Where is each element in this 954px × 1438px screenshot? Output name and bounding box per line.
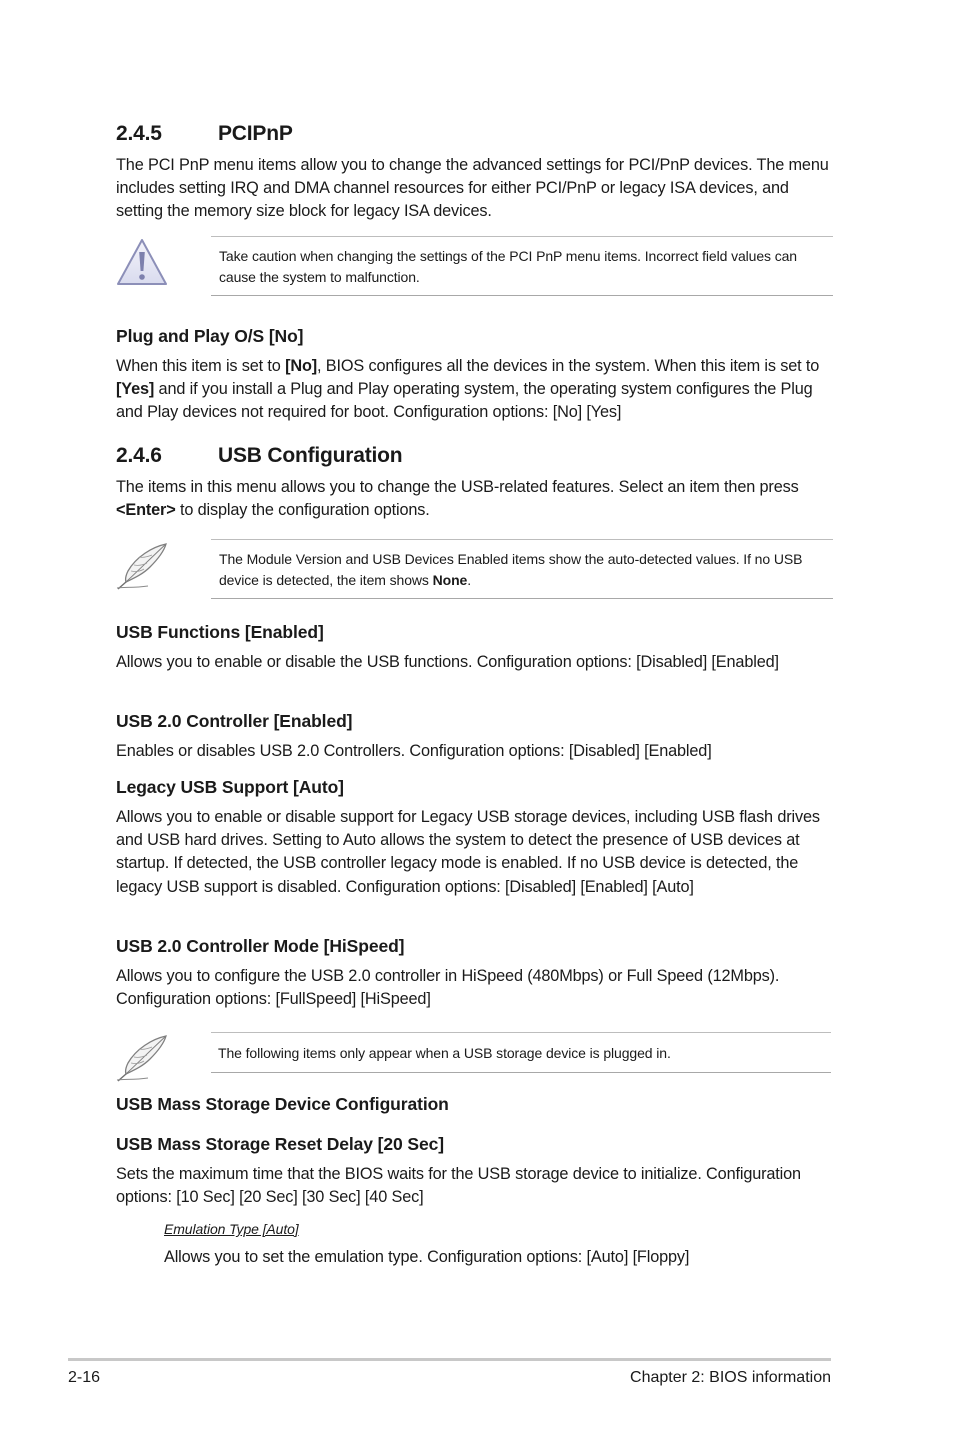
note1-text: The Module Version and USB Devices Enabled items show the auto-detected values. If no USB device is detected, the item shows None. xyxy=(219,551,803,588)
feather-quill-icon xyxy=(114,1033,170,1083)
section-heading-usb-configuration xyxy=(116,443,402,469)
page-number: 2-16 xyxy=(68,1369,101,1386)
heading-usb-functions: USB Functions [Enabled] xyxy=(116,622,324,642)
emulation-body: Allows you to set the emulation type. Configuration options: [Auto] [Floppy] xyxy=(164,1248,690,1266)
heading-usb20-mode: USB 2.0 Controller Mode [HiSpeed] xyxy=(116,936,405,956)
heading-reset-delay: USB Mass Storage Reset Delay [20 Sec] xyxy=(116,1134,444,1154)
chapter-title: Chapter 2: BIOS information xyxy=(630,1369,831,1386)
section-title: PCIPnP xyxy=(218,122,293,145)
usb20-mode-body: Allows you to configure the USB 2.0 controller in HiSpeed (480Mbps) or Full Speed (12Mbps). Configuration options: [FullSpeed] [HiSpeed] xyxy=(116,967,780,1009)
note1-bottom-rule xyxy=(211,598,833,599)
section-title: USB Configuration xyxy=(218,444,403,467)
warning-triangle-icon xyxy=(116,238,168,286)
caution-text: Take caution when changing the settings of the PCI PnP menu items. Incorrect field values can cause the system to malfunction. xyxy=(219,248,797,285)
usb-config-intro: The items in this menu allows you to change the USB-related features. Select an item then press <Enter> to display the configuration options. xyxy=(116,478,799,520)
heading-plug-and-play: Plug and Play O/S [No] xyxy=(116,326,304,346)
heading-usb20-controller: USB 2.0 Controller [Enabled] xyxy=(116,711,353,731)
usb-functions-body: Allows you to enable or disable the USB functions. Configuration options: [Disabled] [Enabled] xyxy=(116,653,779,671)
section-heading-pcipnp xyxy=(116,121,293,147)
reset-delay-body: Sets the maximum time that the BIOS waits for the USB storage device to initialize. Configuration options: [10 Sec] [20 Sec] [30 Sec] [40 Sec] xyxy=(116,1165,801,1207)
plug-and-play-body: When this item is set to [No], BIOS configures all the devices in the system. When this item is set to [Yes] and if you install a Plug and Play operating system, the operating system configures the Plug and Play devices not required for boot. Configuration options: [No] [Yes] xyxy=(116,357,820,422)
note2-bottom-rule xyxy=(211,1072,831,1073)
heading-emulation-type: Emulation Type [Auto] xyxy=(164,1221,299,1237)
usb20-controller-body: Enables or disables USB 2.0 Controllers. Configuration options: [Disabled] [Enabled] xyxy=(116,742,712,760)
section-number: 2.4.6 xyxy=(116,444,162,467)
caution-top-rule xyxy=(211,236,833,237)
section-number: 2.4.5 xyxy=(116,122,162,145)
note2-top-rule xyxy=(211,1032,831,1033)
legacy-usb-body: Allows you to enable or disable support for Legacy USB storage devices, including USB flash drives and USB hard drives. Setting to Auto allows the system to detect the presence of USB devices at startup. If detected, the USB controller legacy mode is enabled. If no USB device is detected, the legacy USB support is disabled. Configuration options: [Disabled] [Enabled] [Auto] xyxy=(116,808,820,896)
caution-bottom-rule xyxy=(211,295,833,296)
note1-top-rule xyxy=(211,539,833,540)
note2-text: The following items only appear when a USB storage device is plugged in. xyxy=(218,1045,671,1061)
heading-mass-storage-config: USB Mass Storage Device Configuration xyxy=(116,1094,449,1114)
footer-rule xyxy=(68,1358,831,1361)
pcipnp-intro: The PCI PnP menu items allow you to change the advanced settings for PCI/PnP devices. The menu includes setting IRQ and DMA channel resources for either PCI/PnP or legacy ISA devices, and setting the memory size block for legacy ISA devices. xyxy=(116,156,829,221)
feather-quill-icon xyxy=(114,541,170,591)
heading-legacy-usb-support: Legacy USB Support [Auto] xyxy=(116,777,344,797)
